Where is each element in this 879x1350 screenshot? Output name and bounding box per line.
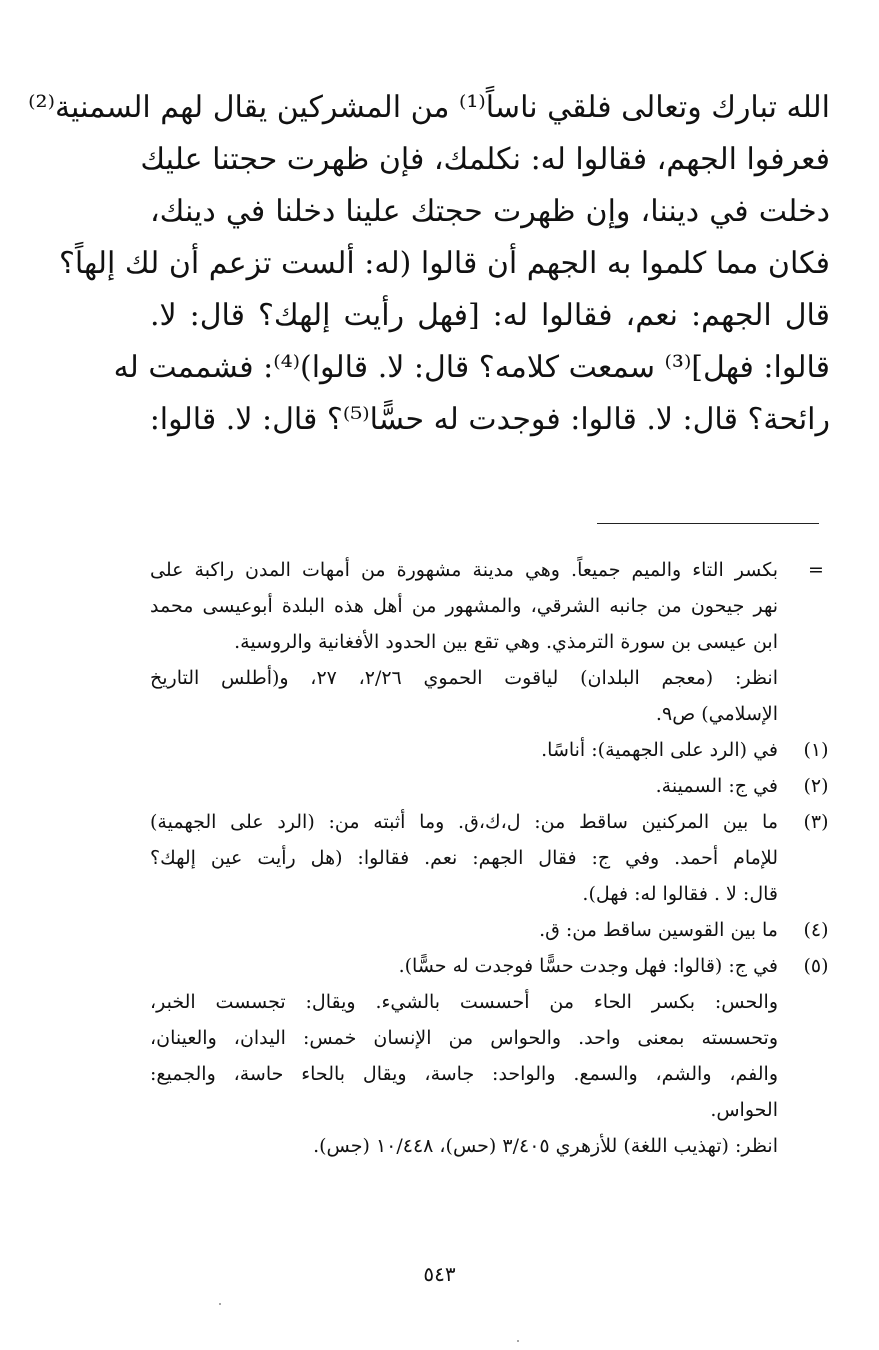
scan-speck — [517, 1340, 519, 1342]
main-text-block — [28, 82, 830, 446]
footnote-line: انظر: (معجم البلدان) لياقوت الحموي ٢/٢٦، ٢٧، و(أطلس التاريخ — [150, 667, 778, 689]
footnote-number: (٥) — [803, 955, 829, 977]
main-text-line: فكان مما كلموا به الجهم أن قالوا (له: ألست تزعم أن لك إلهاً؟ — [58, 246, 830, 281]
footnote-number: (٢) — [803, 775, 829, 797]
continuation-marker: = — [808, 559, 824, 581]
footnote-line: في (الرد على الجهمية): أناسًا. — [541, 739, 778, 761]
footnote-line: الإسلامي) ص٩. — [655, 703, 778, 725]
main-text-line: الله تبارك وتعالى فلقي ناساً⁽¹⁾ من المشركين يقال لهم السمنية⁽²⁾ — [28, 90, 830, 125]
footnote-line: نهر جيحون من جانبه الشرقي، والمشهور من أهل هذه البلدة أبوعيسى محمد — [150, 595, 778, 617]
footnote-line: انظر: (تهذيب اللغة) للأزهري ٣/٤٠٥ (حس)، ١٠/٤٤٨ (جس). — [313, 1135, 778, 1157]
page-number: ٥٤٣ — [423, 1262, 456, 1286]
footnote-number: (١) — [803, 739, 829, 761]
footnote-line: للإمام أحمد. وفي ج: فقال الجهم: نعم. فقالوا: (هل رأيت عين إلهك؟ — [150, 847, 778, 869]
main-text-line: فعرفوا الجهم، فقالوا له: نكلمك، فإن ظهرت حجتنا عليك — [140, 142, 830, 177]
footnote-line: في ج: السمينة. — [655, 775, 778, 797]
footnote-line: الحواس. — [710, 1099, 778, 1121]
footnote-line: والحس: بكسر الحاء من أحسست بالشيء. ويقال: تجسست الخبر، — [150, 991, 778, 1013]
footnote-5 — [150, 948, 840, 1164]
main-text-line: قالوا: فهل]⁽³⁾ سمعت كلامه؟ قال: لا. قالوا)⁽⁴⁾: فشممت له — [113, 350, 830, 385]
footnote-line: والفم، والشم، والسمع. والواحد: جاسة، ويقال بالحاء حاسة، والجميع: — [150, 1063, 778, 1085]
scan-speck — [219, 1303, 221, 1305]
footnote-line: في ج: (قالوا: فهل وجدت حسًّا فوجدت له حسًّا). — [398, 955, 778, 977]
footnote-4 — [150, 912, 840, 948]
footnote-separator — [597, 523, 819, 524]
footnote-line: ما بين المركنين ساقط من: ل،ك،ق. وما أثبته من: (الرد على الجهمية) — [150, 811, 778, 833]
main-text-line: دخلت في ديننا، وإن ظهرت حجتك علينا دخلنا في دينك، — [150, 194, 830, 229]
main-text-line: رائحة؟ قال: لا. قالوا: فوجدت له حسًّا⁽⁵⁾؟ قال: لا. قالوا: — [149, 402, 830, 437]
footnote-3 — [150, 804, 840, 912]
footnote-line: قال: لا . فقالوا له: فهل). — [582, 883, 778, 905]
footnote-line: ابن عيسى بن سورة الترمذي. وهي تقع بين الحدود الأفغانية والروسية. — [234, 631, 778, 653]
footnote-line: ما بين القوسين ساقط من: ق. — [539, 919, 778, 941]
main-text-line: قال الجهم: نعم، فقالوا له: [فهل رأيت إلهك؟ قال: لا. — [150, 298, 830, 333]
footnote-2 — [150, 768, 840, 804]
footnote-line: وتحسسته بمعنى واحد. والحواس من الإنسان خمس: اليدان، والعينان، — [150, 1027, 778, 1049]
footnotes-block — [150, 552, 840, 1164]
footnote-number: (٣) — [803, 811, 829, 833]
footnote-line: بكسر التاء والميم جميعاً. وهي مدينة مشهورة من أمهات المدن راكبة على — [150, 559, 778, 581]
footnote-1 — [150, 732, 840, 768]
footnote-number: (٤) — [803, 919, 829, 941]
footnote-continuation — [150, 552, 840, 732]
